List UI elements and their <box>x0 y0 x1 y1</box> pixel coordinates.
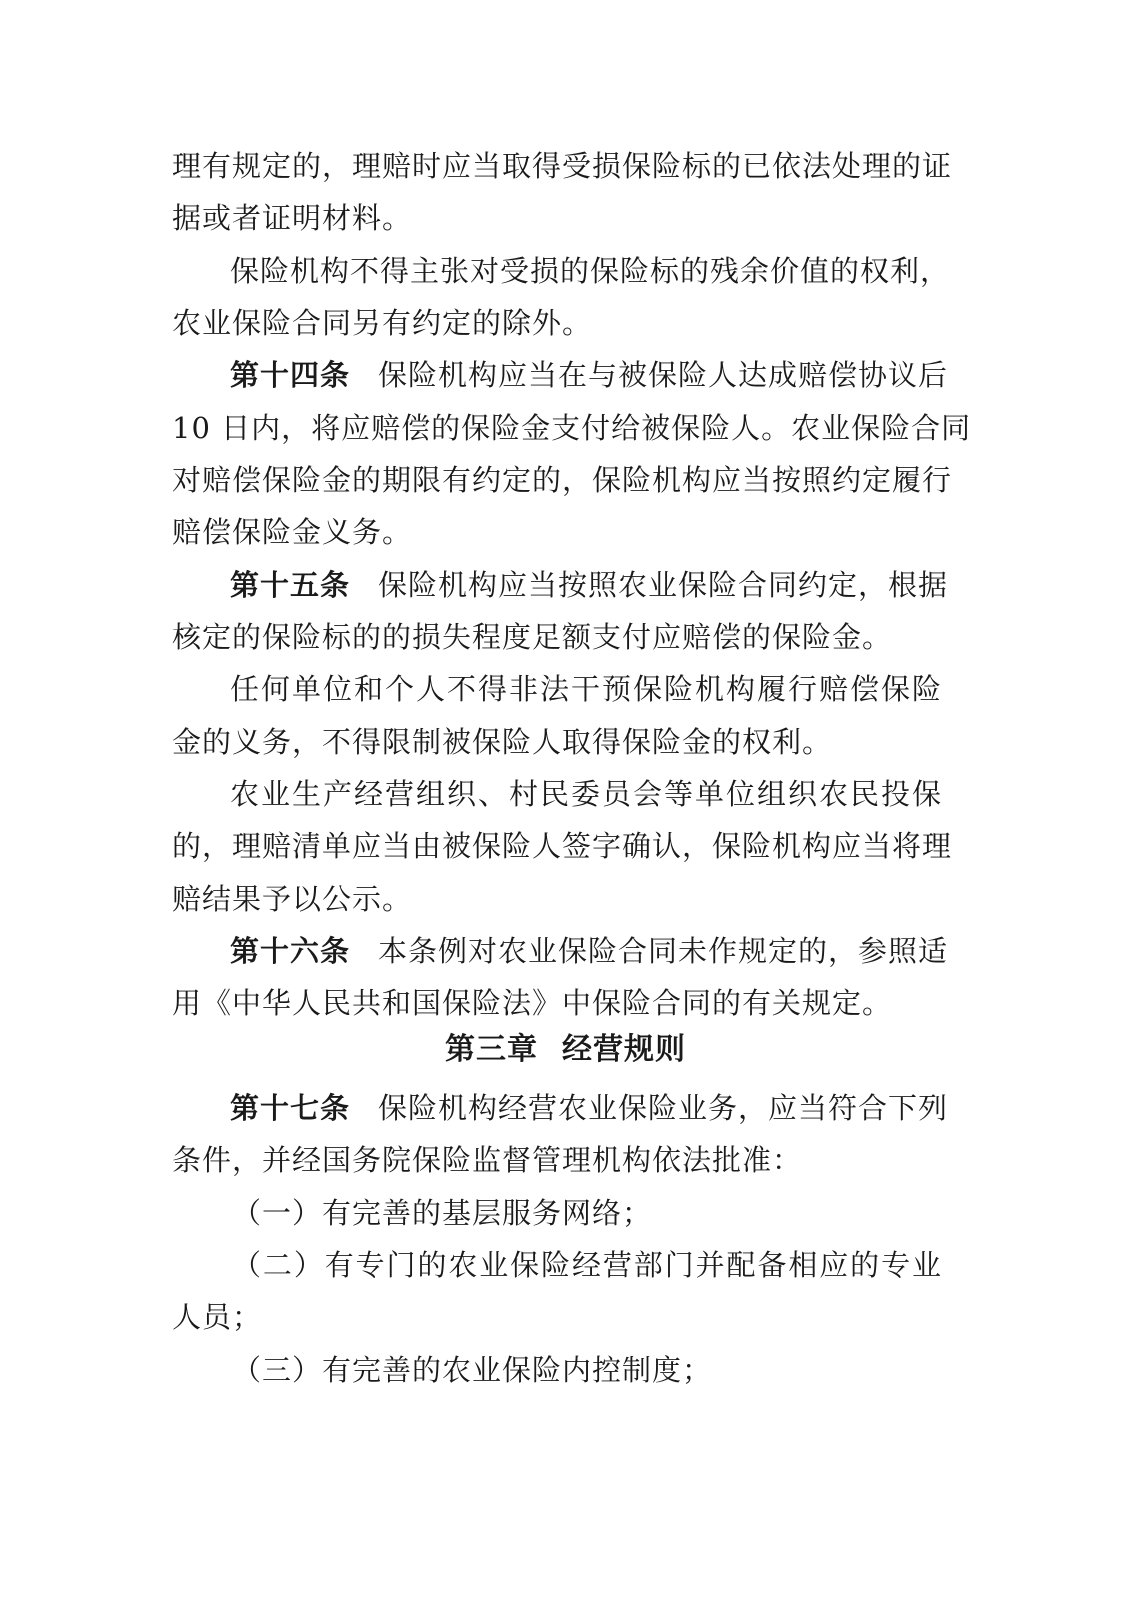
article-line <box>230 565 949 605</box>
article-line <box>230 931 949 971</box>
text-line: 任何单位和个人不得非法干预保险机构履行赔偿保险 <box>230 672 942 706</box>
article-text: 保险机构应当在与被保险人达成赔偿协议后 <box>378 358 949 392</box>
text-line: 10 日内，将应赔偿的保险金支付给被保险人。农业保险合同 <box>172 411 972 445</box>
text-line: 对赔偿保险金的期限有约定的，保险机构应当按照约定履行 <box>172 463 953 497</box>
text-line: 农业保险合同另有约定的除外。 <box>172 306 593 340</box>
article-number: 第十五条 <box>230 568 351 602</box>
article-text: 保险机构经营农业保险业务，应当符合下列 <box>378 1091 949 1125</box>
text-line: 人员； <box>172 1300 263 1334</box>
text-line: 的，理赔清单应当由被保险人签字确认，保险机构应当将理 <box>172 829 953 863</box>
chapter-number: 第三章 <box>445 1032 538 1067</box>
chapter-title: 经营规则 <box>562 1032 686 1067</box>
text-line: 赔结果予以公示。 <box>172 882 413 916</box>
article-text: 本条例对农业保险合同未作规定的，参照适 <box>378 934 949 968</box>
article-number: 第十六条 <box>230 934 351 968</box>
text-line: 农业生产经营组织、村民委员会等单位组织农民投保 <box>230 777 942 811</box>
text-line: 据或者证明材料。 <box>172 201 413 235</box>
article-text: 保险机构应当按照农业保险合同约定，根据 <box>378 568 949 602</box>
list-item: （二）有专门的农业保险经营部门并配备相应的专业 <box>232 1248 942 1282</box>
text-line: 保险机构不得主张对受损的保险标的残余价值的权利， <box>230 254 951 288</box>
chapter-heading <box>0 1030 1131 1070</box>
text-line: 用《中华人民共和国保险法》中保险合同的有关规定。 <box>172 986 893 1020</box>
text-line: 理有规定的，理赔时应当取得受损保险标的已依法处理的证 <box>172 149 953 183</box>
text-line: 核定的保险标的的损失程度足额支付应赔偿的保险金。 <box>172 620 893 654</box>
list-item: （一）有完善的基层服务网络； <box>232 1196 653 1230</box>
text-line: 金的义务，不得限制被保险人取得保险金的权利。 <box>172 725 833 759</box>
article-number: 第十四条 <box>230 358 351 392</box>
text-line: 条件，并经国务院保险监督管理机构依法批准： <box>172 1143 803 1177</box>
list-item: （三）有完善的农业保险内控制度； <box>232 1353 713 1387</box>
article-line <box>230 355 949 395</box>
article-number: 第十七条 <box>230 1091 351 1125</box>
text-line: 赔偿保险金义务。 <box>172 515 413 549</box>
article-line <box>230 1088 949 1128</box>
